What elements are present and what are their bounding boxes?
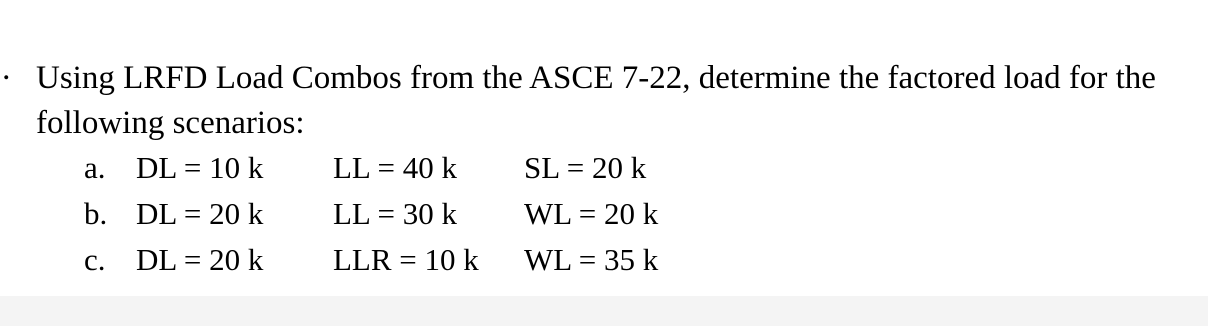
scenario-marker: a. [84,150,106,185]
roof-live-load-value: LLR = 10 k [333,242,479,277]
scenario-marker: b. [84,196,108,231]
problem-statement [36,56,1201,146]
live-load-value: LL = 40 k [333,150,457,185]
wind-load-value: WL = 20 k [524,196,659,231]
scenario-row-b [0,191,1208,237]
problem-line-2: following scenarios: [36,105,305,141]
dead-load-value: DL = 20 k [136,242,264,277]
wind-load-value: WL = 35 k [524,242,659,277]
dead-load-value: DL = 20 k [136,196,264,231]
snow-load-value: SL = 20 k [524,150,647,185]
problem-line-1: Using LRFD Load Combos from the ASCE 7-22, determine the factored load for the [36,60,1156,96]
live-load-value: LL = 30 k [333,196,457,231]
page-bottom-shade [0,296,1208,326]
list-bullet: . [2,50,11,87]
scenario-marker: c. [84,242,106,277]
scenario-row-c [0,237,1208,283]
scenario-row-a [0,145,1208,191]
dead-load-value: DL = 10 k [136,150,264,185]
scenario-list [0,145,1208,283]
